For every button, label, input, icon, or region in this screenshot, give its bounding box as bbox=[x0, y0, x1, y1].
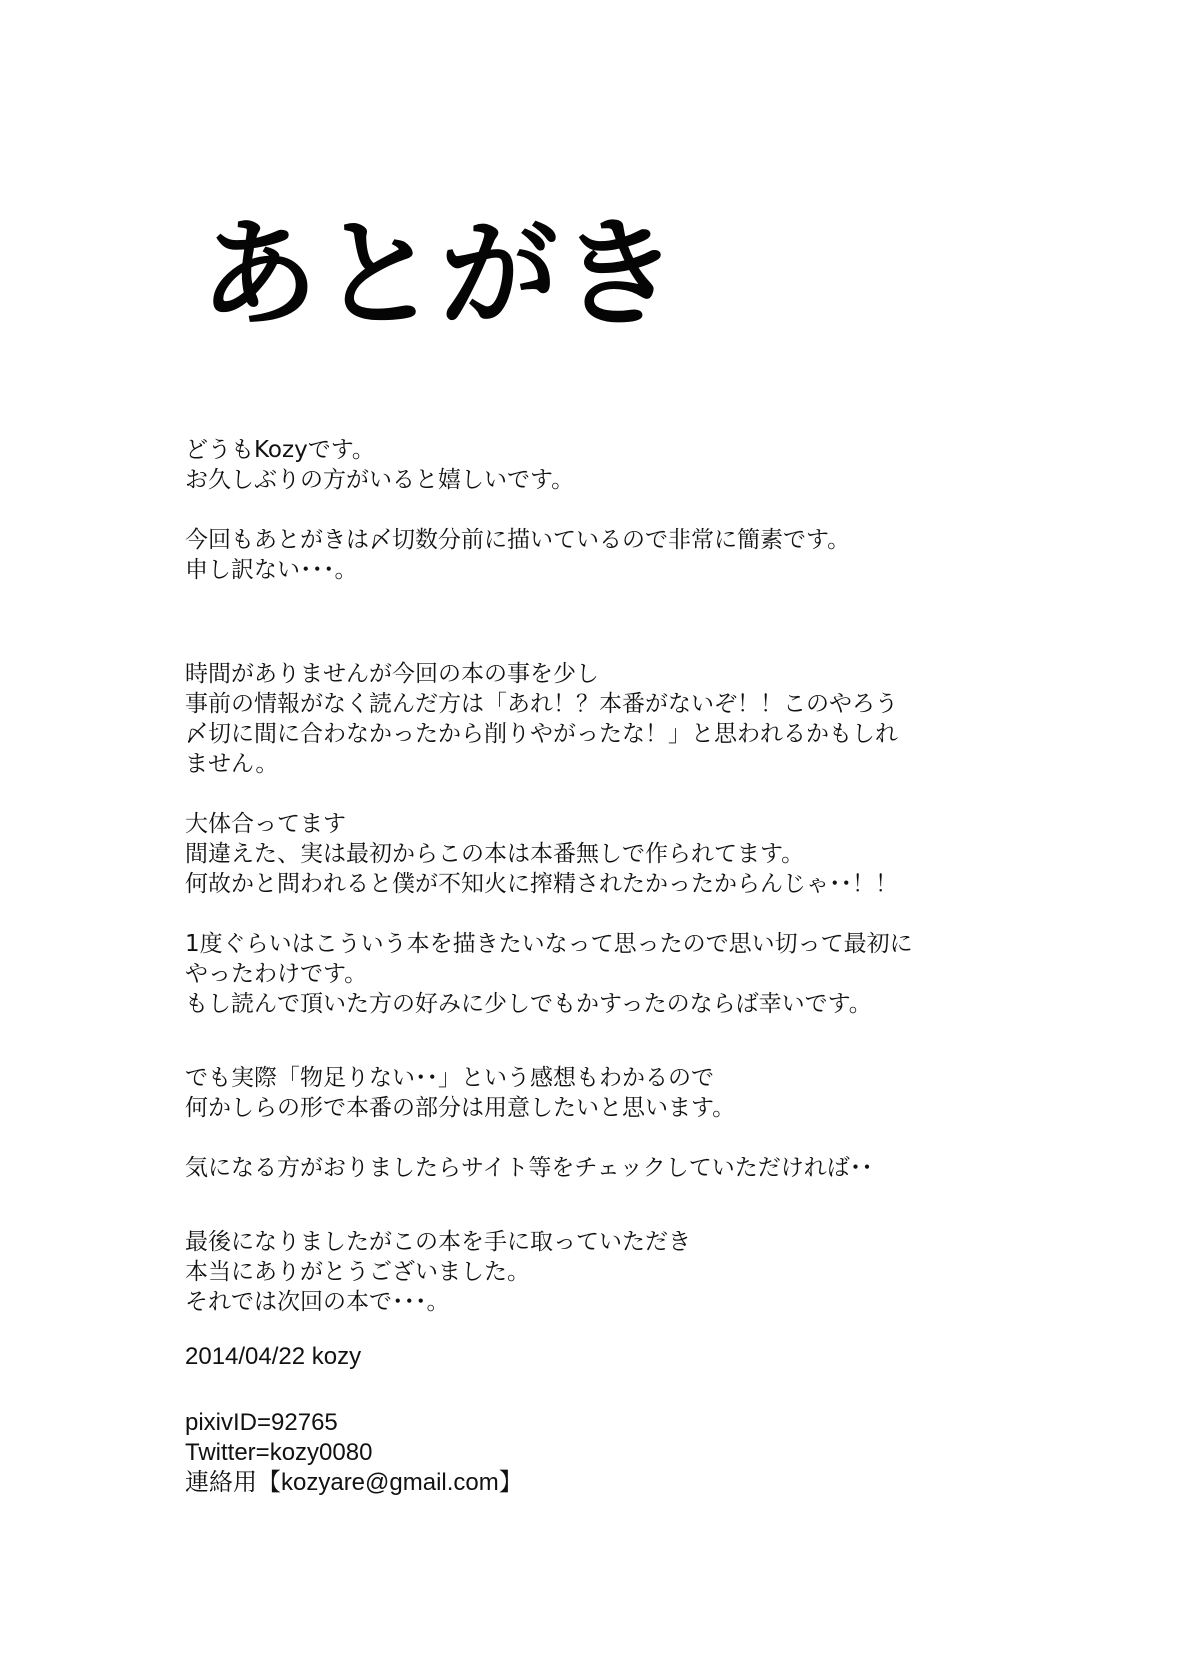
page-title: あとがき bbox=[200, 205, 681, 343]
text-line: でも実際「物足りない･･」という感想もわかるので bbox=[185, 1065, 714, 1091]
paragraph bbox=[185, 525, 1065, 585]
text-line: 事前の情報がなく読んだ方は「あれ！？本番がないぞ！！このやろう bbox=[185, 691, 898, 717]
text-line: 大体合ってます bbox=[185, 811, 346, 837]
text-line: 本当にありがとうございました。 bbox=[185, 1259, 530, 1285]
twitter-handle: Twitter=kozy0080 bbox=[185, 1439, 373, 1466]
contact-block bbox=[185, 1408, 523, 1498]
paragraph bbox=[185, 1063, 1065, 1123]
text-line: 1度ぐらいはこういう本を描きたいなって思ったので思い切って最初に bbox=[185, 931, 913, 957]
pixiv-id: pixivID=92765 bbox=[185, 1409, 338, 1436]
text-line: 間違えた、実は最初からこの本は本番無しで作られてます。 bbox=[185, 841, 805, 867]
paragraph bbox=[185, 659, 1065, 779]
text-line: どうもKozyです。 bbox=[185, 437, 375, 463]
paragraph bbox=[185, 1227, 1065, 1317]
paragraph bbox=[185, 435, 1065, 495]
text-line: 気になる方がおりましたらサイト等をチェックしていただければ･･ bbox=[185, 1155, 873, 1181]
author-footer bbox=[185, 1342, 523, 1498]
paragraph bbox=[185, 929, 1065, 1019]
text-line: 何かしらの形で本番の部分は用意したいと思います。 bbox=[185, 1095, 736, 1121]
text-line: お久しぶりの方がいると嬉しいです。 bbox=[185, 467, 575, 493]
text-line: 〆切に間に合わなかったから削りやがったな！」と思われるかもしれ bbox=[185, 721, 898, 747]
text-line: ません。 bbox=[185, 751, 279, 777]
text-line: 何故かと問われると僕が不知火に搾精されたかったからんじゃ･･！！ bbox=[185, 871, 898, 897]
text-line: 時間がありませんが今回の本の事を少し bbox=[185, 661, 599, 687]
text-line: 申し訳ない･･･。 bbox=[185, 557, 358, 583]
text-line: それでは次回の本で･･･。 bbox=[185, 1289, 450, 1315]
text-line: 今回もあとがきは〆切数分前に描いているので非常に簡素です。 bbox=[185, 527, 851, 553]
text-line: 最後になりましたがこの本を手に取っていただき bbox=[185, 1229, 691, 1255]
afterword-body bbox=[185, 435, 1065, 1317]
text-line: もし読んで頂いた方の好みに少しでもかすったのならば幸いです。 bbox=[185, 991, 872, 1017]
paragraph bbox=[185, 809, 1065, 899]
signature-date: 2014/04/22 kozy bbox=[185, 1343, 362, 1370]
text-line: やったわけです。 bbox=[185, 961, 368, 987]
paragraph bbox=[185, 1153, 1065, 1183]
contact-email: 連絡用【kozyare@gmail.com】 bbox=[185, 1469, 523, 1496]
